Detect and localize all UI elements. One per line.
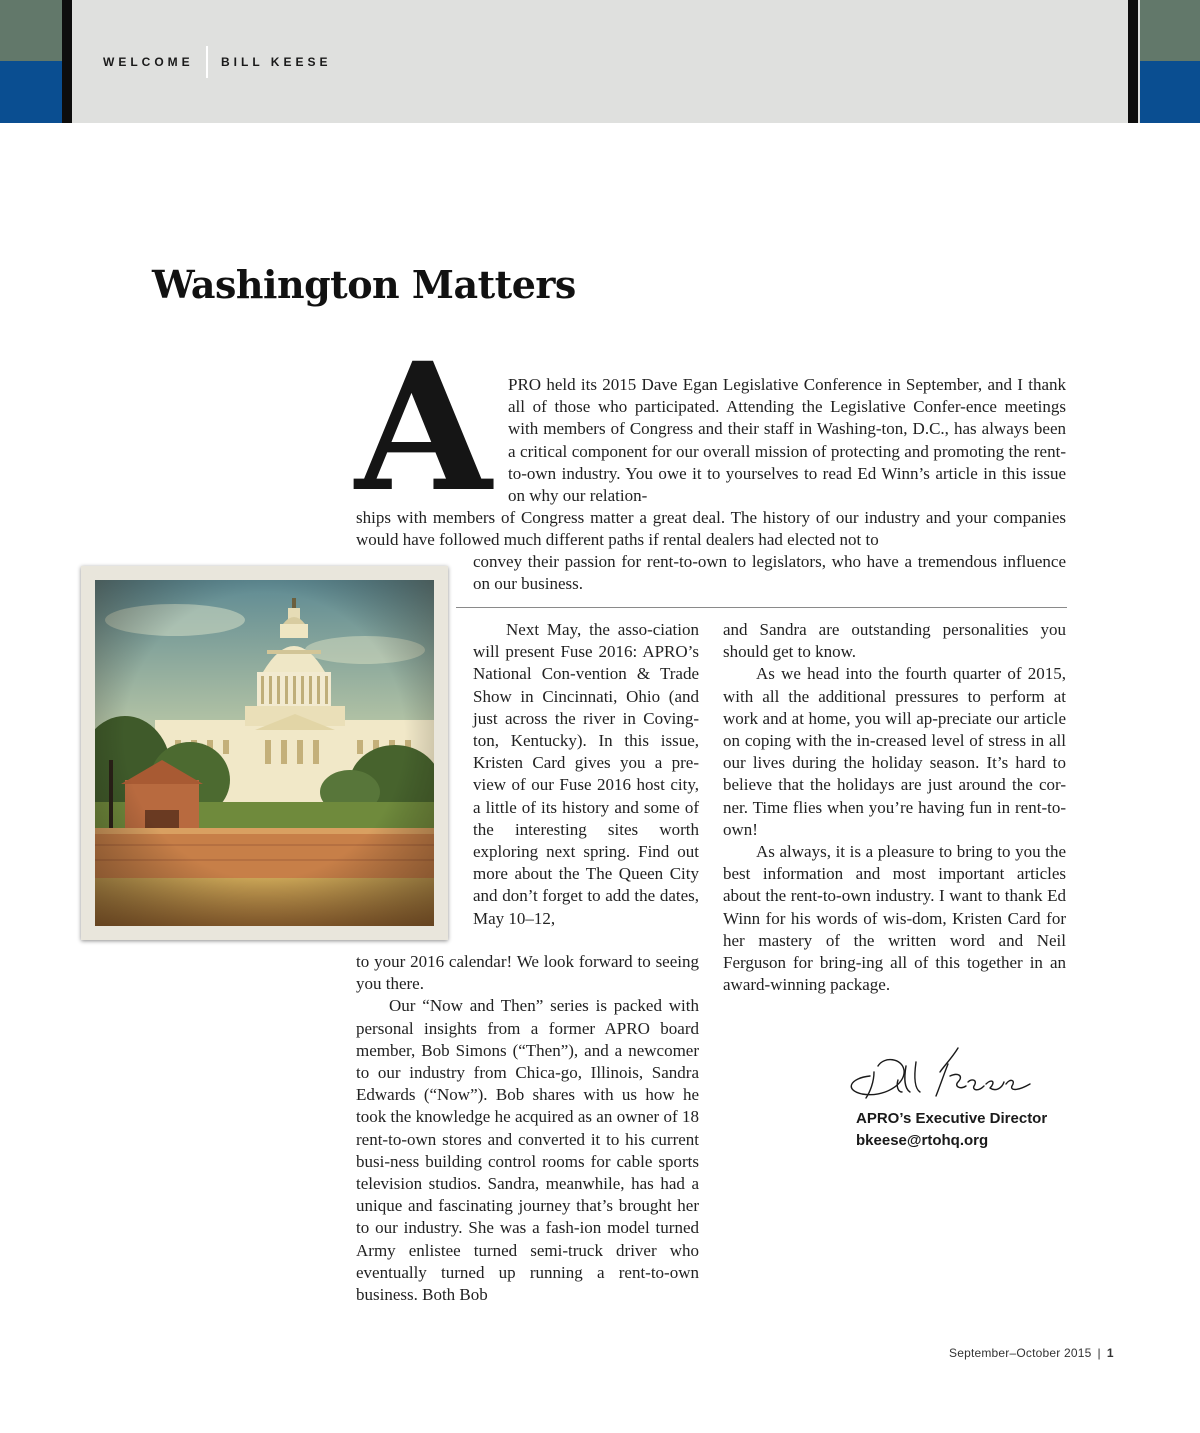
intro-paragraph-top: [508, 374, 1066, 507]
kicker-divider: [206, 46, 208, 78]
paragraph-fuse-2016: Next May, the asso-ciation will present Fuse 2016: APRO’s National Con-vention & Trade Show in Cincinnati, Ohio (and just across the river in Coving-ton, Kentucky). In this issue, Kristen Card gives you a pre-view of our Fuse 2016 host city, a little of its history and some of the interesting sites worth exploring next spring. Find out more about the The Queen City and don’t forget to add the dates, May 10–12,: [473, 620, 699, 928]
section-divider: [456, 607, 1067, 608]
intro-text-top: PRO held its 2015 Dave Egan Legislative Conference in September, and I thank all of those who participated. Attending the Legislative Confer-ence meetings with members of Congress and their staff in Washing-ton, D.C., has always been a critical component for our overall mission of protecting and promoting the rent-to-own industry. You owe it to yourselves to read Ed Winn’s article in this issue on why our relation-: [508, 375, 1066, 506]
issue-date: September–October 2015: [949, 1346, 1092, 1360]
capitol-illustration-icon: [95, 580, 434, 926]
author-label: BILL KEESE: [221, 55, 332, 69]
column-one: [473, 619, 699, 930]
intro-paragraph-bottom: [473, 551, 1066, 595]
footer-separator: |: [1097, 1346, 1101, 1360]
color-stripe-right: [1140, 0, 1200, 123]
article-title: Washington Matters: [152, 262, 576, 307]
signatory-title: APRO’s Executive Director: [856, 1110, 1048, 1127]
signatory-email[interactable]: bkeese@rtohq.org: [856, 1132, 989, 1149]
page-number: 1: [1106, 1346, 1114, 1360]
intro-text-wide: ships with members of Congress matter a great deal. The history of our industry and your companies would have followed much different paths if rental dealers had elected not to: [356, 508, 1066, 550]
intro-paragraph-wide: [356, 507, 1066, 551]
section-label: WELCOME: [103, 55, 194, 69]
paragraph-thanks: As always, it is a pleasure to bring to you the best information and most important articles about the rent-to-own industry. I want to thank Ed Winn for his words of wis-dom, Kristen Card for her mastery of the written word and Neil Ferguson for bring-ing all of this together in an award-winning package.: [723, 842, 1066, 995]
column-one-wide: [356, 951, 699, 1306]
intro-text-bottom: convey their passion for rent-to-own to legislators, who have a tremendous influence on our business.: [473, 552, 1066, 594]
header-edge-right: [1128, 0, 1138, 123]
us-capitol-photo: [81, 566, 448, 940]
drop-cap: A: [355, 324, 492, 531]
paragraph-now-and-then: Our “Now and Then” series is packed with personal insights from a former APRO board member, Bob Simons (“Then”), and a newcomer to our industry from Chica-go, Illinois, Sandra Edwards (“Now”). Bob shares with us how he took the knowledge he acquired as an owner of 18 rent-to-own stores and converted it to his current busi-ness building control rooms for cable sports television studios. Sandra, meanwhile, has had a unique and fascinating journey that’s brought her to our industry. She was a fash-ion model turned Army enlistee turned semi-truck driver who eventually turned up running a rent-to-own business. Both Bob: [356, 996, 699, 1305]
color-stripe-left: [0, 0, 62, 123]
paragraph-stress: As we head into the fourth quarter of 2015, with all the additional pressures to perform at work and at home, you will ap-preciate our article on coping with the in-creased level of stress in all our lives during the holiday season. It’s hard to believe that the holidays are just around the cor-ner. Time flies when you’re having fun in rent-to-own!: [723, 664, 1066, 839]
handwritten-signature: [840, 1042, 1045, 1110]
paragraph-fuse-2016-continued: to your 2016 calendar! We look forward to seeing you there.: [356, 952, 699, 994]
header-edge-left: [62, 0, 72, 123]
column-two: [723, 619, 1066, 996]
page-footer: [949, 1346, 1114, 1360]
paragraph-personalities: and Sandra are outstanding personalities you should get to know.: [723, 620, 1066, 662]
